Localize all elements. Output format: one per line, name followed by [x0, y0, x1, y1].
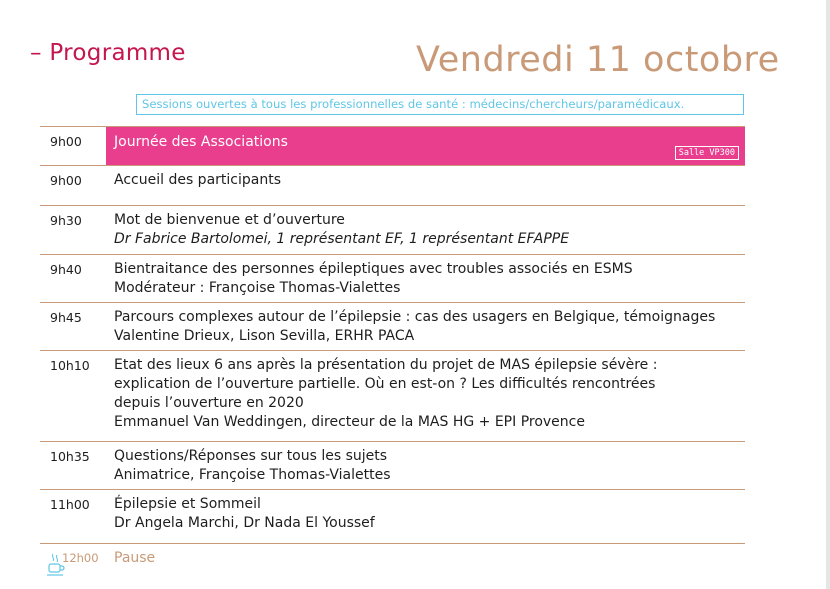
- session-content: [106, 544, 745, 582]
- session-content: [106, 206, 745, 254]
- session-content: [106, 442, 745, 489]
- session-line: Modérateur : Françoise Thomas-Vialettes: [114, 280, 401, 296]
- schedule: [40, 126, 745, 582]
- session-line: Pause: [114, 550, 156, 566]
- coffee-cup-icon: [46, 552, 66, 578]
- session-time: 9h45: [50, 310, 82, 325]
- session-title: Journée des Associations: [114, 134, 288, 150]
- session-time: 10h10: [50, 358, 90, 373]
- session-line: Valentine Drieux, Lison Sevilla, ERHR PACA: [114, 328, 415, 344]
- session-content: [106, 303, 745, 350]
- schedule-row: [40, 302, 745, 350]
- schedule-row: [40, 254, 745, 302]
- session-content: [106, 166, 745, 205]
- schedule-row: [40, 126, 745, 165]
- session-line: Parcours complexes autour de l’épilepsie : cas des usagers en Belgique, témoignages: [114, 309, 716, 325]
- session-line: Dr Angela Marchi, Dr Nada El Youssef: [114, 515, 375, 531]
- session-speakers: Dr Fabrice Bartolomei, 1 représentant EF, 1 représentant EFAPPE: [114, 231, 570, 247]
- session-line: Questions/Réponses sur tous les sujets: [114, 448, 388, 464]
- session-line: Bientraitance des personnes épileptiques avec troubles associés en ESMS: [114, 261, 633, 277]
- session-content: [106, 490, 745, 543]
- session-time: 12h00: [62, 551, 99, 565]
- session-content: [106, 127, 745, 165]
- schedule-row: [40, 350, 745, 441]
- session-line: Animatrice, Françoise Thomas-Vialettes: [114, 467, 391, 483]
- session-time: 9h30: [50, 213, 82, 228]
- audience-notice: Sessions ouvertes à tous les professionnelles de santé : médecins/chercheurs/paramédicaux.: [136, 94, 744, 115]
- session-line: Épilepsie et Sommeil: [114, 496, 261, 512]
- session-line: Etat des lieux 6 ans après la présentation du projet de MAS épilepsie sévère :: [114, 357, 658, 373]
- session-line: Accueil des participants: [114, 172, 281, 188]
- room-badge: Salle VP300: [675, 146, 739, 160]
- session-content: [106, 255, 745, 302]
- session-line: Emmanuel Van Weddingen, directeur de la MAS HG + EPI Provence: [114, 414, 585, 430]
- schedule-row: [40, 489, 745, 543]
- session-time: 9h40: [50, 262, 82, 277]
- session-content: [106, 351, 745, 441]
- session-line: Mot de bienvenue et d’ouverture: [114, 212, 345, 228]
- session-time: 9h00: [50, 173, 82, 188]
- page-edge: [826, 0, 830, 589]
- schedule-row: [40, 205, 745, 254]
- day-title: Vendredi 11 octobre: [416, 40, 780, 80]
- schedule-row: [40, 543, 745, 582]
- schedule-row: [40, 441, 745, 489]
- session-time: 9h00: [50, 134, 82, 149]
- section-title: – Programme: [30, 40, 186, 66]
- schedule-row: [40, 165, 745, 205]
- session-time: 11h00: [50, 497, 90, 512]
- session-time: 10h35: [50, 449, 90, 464]
- session-line: depuis l’ouverture en 2020: [114, 395, 304, 411]
- session-line: explication de l’ouverture partielle. Où en est-on ? Les difficultés rencontrées: [114, 376, 656, 392]
